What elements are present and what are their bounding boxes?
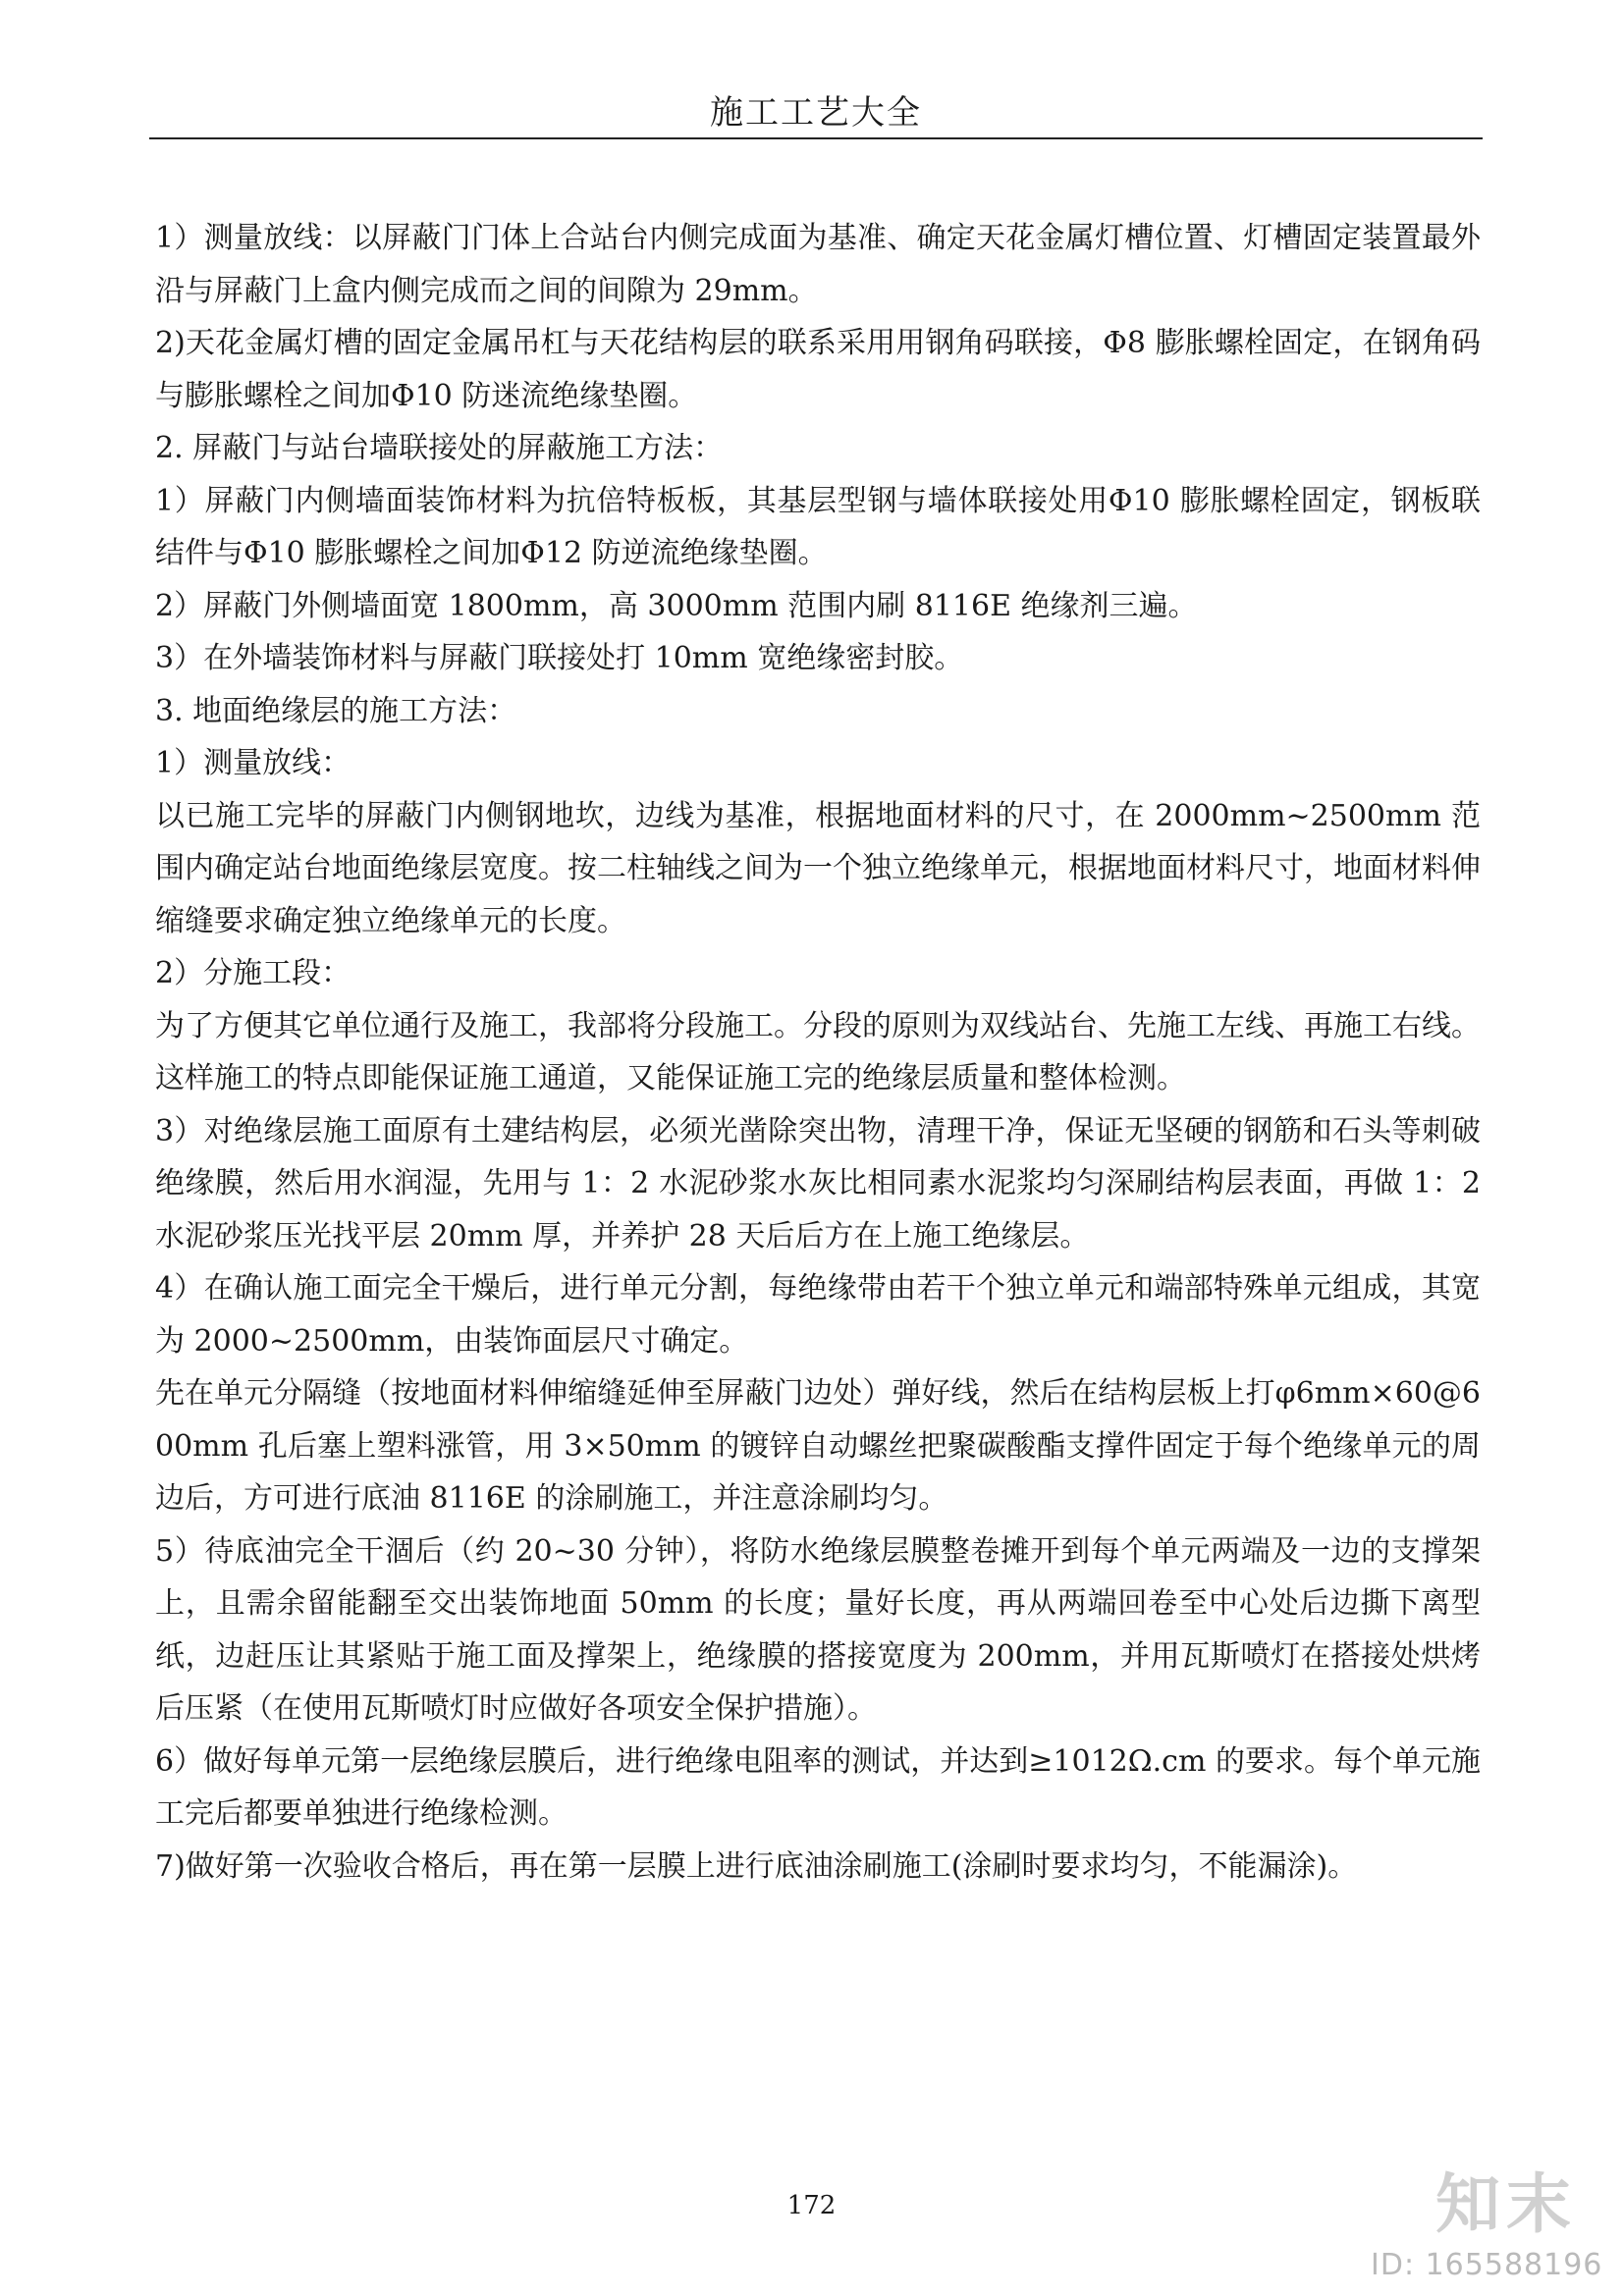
- section-heading: 2. 屏蔽门与站台墙联接处的屏蔽施工方法：: [155, 431, 724, 465]
- paragraph: 2）分施工段：: [155, 956, 352, 990]
- paragraph: 2)天花金属灯槽的固定金属吊杠与天花结构层的联系采用用钢角码联接，Φ8 膨胀螺栓固定，在钢角码与膨胀螺栓之间加Φ10 防迷流绝缘垫圈。: [155, 326, 1481, 413]
- paragraph: 1）测量放线：以屏蔽门门体上合站台内侧完成面为基准、确定天花金属灯槽位置、灯槽固定装置最外沿与屏蔽门上盒内侧完成而之间的间隙为 29mm。: [155, 221, 1481, 308]
- paragraph: 2）屏蔽门外侧墙面宽 1800mm，高 3000mm 范围内刷 8116E 绝缘剂三遍。: [155, 588, 1198, 623]
- paragraph: 7)做好第一次验收合格后，再在第一层膜上进行底油涂刷施工(涂刷时要求均匀，不能漏涂)。: [155, 1848, 1358, 1884]
- page-number: 172: [786, 2191, 837, 2220]
- paragraph: 6）做好每单元第一层绝缘层膜后，进行绝缘电阻率的测试，并达到≥1012Ω.cm 的要求。每个单元施工完后都要单独进行绝缘检测。: [155, 1743, 1481, 1831]
- section-heading: 3. 地面绝缘层的施工方法：: [155, 693, 517, 728]
- paragraph: 为了方便其它单位通行及施工，我部将分段施工。分段的原则为双线站台、先施工左线、再施工右线。这样施工的特点即能保证施工通道，又能保证施工完的绝缘层质量和整体检测。: [155, 1008, 1481, 1095]
- paragraph: 4）在确认施工面完全干燥后，进行单元分割，每绝缘带由若干个独立单元和端部特殊单元组成，其宽为 2000~2500mm，由装饰面层尺寸确定。: [155, 1271, 1481, 1359]
- paragraph: 5）待底油完全干涸后（约 20~30 分钟），将防水绝缘层膜整卷摊开到每个单元两端及一边的支撑架上，且需余留能翻至交出装饰地面 50mm 的长度；量好长度，再从两端回卷至中心处后边撕下离型纸，边赶压让其紧贴于施工面及撑架上，绝缘膜的搭接宽度为 200mm，并用瓦斯喷灯在搭接处烘烤后压紧（在使用瓦斯喷灯时应做好各项安全保护措施）。: [155, 1533, 1481, 1726]
- header-divider: [149, 137, 1483, 139]
- watermark-logo: 知末: [1435, 2166, 1577, 2242]
- paragraph: 3）在外墙装饰材料与屏蔽门联接处打 10mm 宽绝缘密封胶。: [155, 641, 964, 675]
- paragraph: 以已施工完毕的屏蔽门内侧钢地坎，边线为基准，根据地面材料的尺寸，在 2000mm~2500mm 范围内确定站台地面绝缘层宽度。按二柱轴线之间为一个独立绝缘单元，根据地面材料尺寸，地面材料伸缩缝要求确定独立绝缘单元的长度。: [155, 798, 1481, 938]
- paragraph: 1）测量放线：: [155, 746, 352, 780]
- document-body: [155, 212, 1481, 1893]
- paragraph: 先在单元分隔缝（按地面材料伸缩缝延伸至屏蔽门边处）弹好线，然后在结构层板上打φ6mm×60@600mm 孔后塞上塑料涨管，用 3×50mm 的镀锌自动螺丝把聚碳酸酯支撑件固定于每个绝缘单元的周边后，方可进行底油 8116E 的涂刷施工，并注意涂刷均匀。: [155, 1376, 1481, 1516]
- paragraph: 1）屏蔽门内侧墙面装饰材料为抗倍特板板，其基层型钢与墙体联接处用Φ10 膨胀螺栓固定，钢板联结件与Φ10 膨胀螺栓之间加Φ12 防逆流绝缘垫圈。: [155, 483, 1481, 570]
- page-header-title: 施工工艺大全: [710, 93, 922, 133]
- paragraph: 3）对绝缘层施工面原有土建结构层，必须光凿除突出物，清理干净，保证无坚硬的钢筋和石头等刺破绝缘膜，然后用水润湿，先用与 1：2 水泥砂浆水灰比相同素水泥浆均匀深刷结构层表面，再做 1：2 水泥砂浆压光找平层 20mm 厚，并养护 28 天后后方在上施工绝缘层。: [155, 1113, 1481, 1254]
- watermark-id: ID: 165588196: [1371, 2248, 1603, 2282]
